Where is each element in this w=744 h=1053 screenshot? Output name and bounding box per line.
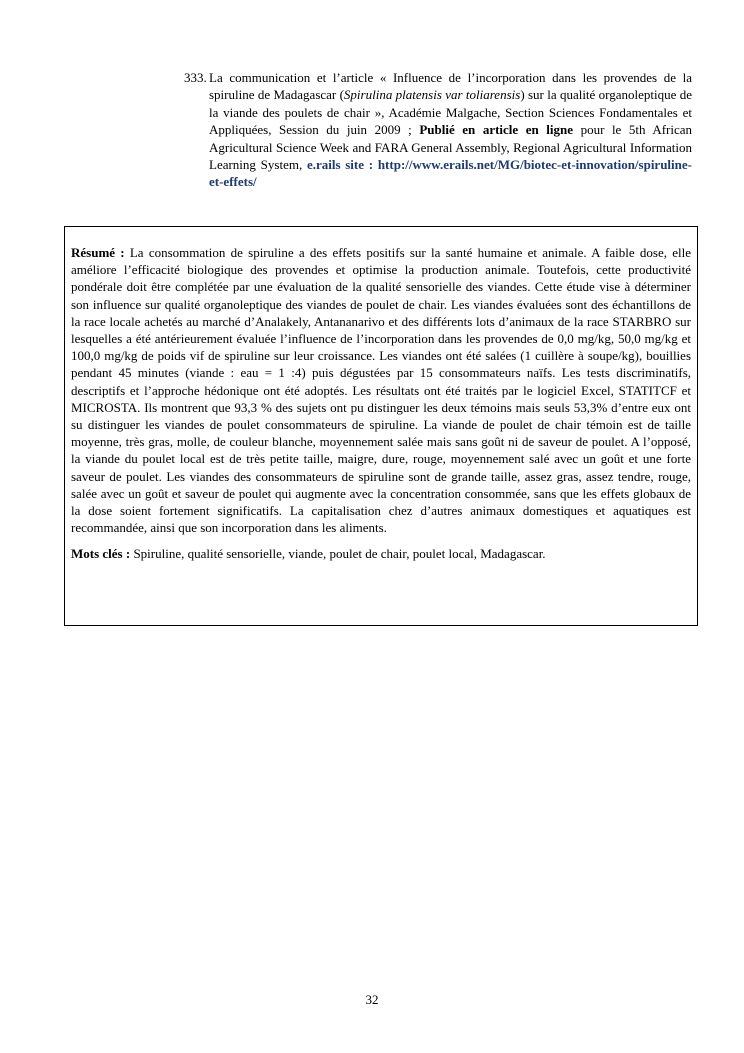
keywords-paragraph [71,545,691,562]
reference-paragraph [184,69,692,191]
reference-species: Spirulina platensis var toliarensis [343,87,521,103]
page-number: 32 [365,992,379,1007]
reference-site-link[interactable]: e.rails site : http://www.erails.net/MG/biotec-et-innovation/spiruline-et-effets/ [209,157,692,190]
reference-intro: La communication et l’article « Influence de l’incorporation dans les provendes de la spiruline de Madagascar ( [209,70,692,103]
reference-published-label: Publié en article en ligne [419,122,574,138]
reference-mid: ) sur la qualité organoleptique de la viande des poulets de chair », Académie Malgache, Section Sciences Fondamentales et Appliquées, Session du juin 2009 ; [209,87,693,138]
abstract-label: Résumé : [71,245,125,260]
abstract-text: La consommation de spiruline a des effets positifs sur la santé humaine et animale. A faible dose, elle améliore l’efficacité biologique des provendes et optimise la production animale. Toutefois, cette productivité pondérale doit être complétée par une évaluation de la qualité sensorielle des viandes. Cette étude vise à déterminer son influence sur qualité organoleptique des viandes de poulet de chair. Les viandes évaluées sont des échantillons de la race locale achetés au marché d’Analakely, Antananarivo et des différents lots d’animaux de la race STARBRO sur lesquelles a été antérieurement évaluée l’influence de l’incorporation dans les provendes de 0,0 mg/kg, 50,0 mg/kg et 100,0 mg/kg de poids vif de spiruline sur leur croissance. Les viandes ont été salées (1 cuillère à soupe/kg), bouillies pendant 45 minutes (viande : eau = 1 :4) puis dégustées par 15 consommateurs naïfs. Les tests discriminatifs, descriptifs et l’approche hédonique ont été adoptés. Les résultats ont été traités par le logiciel Excel, STATITCF et MICROSTA. Ils montrent que 93,3 % des sujets ont pu distinguer les deux témoins mais seuls 53,3% d’entre eux ont su distinguer les viandes de poulet consommateurs de spiruline. La viande de poulet de chair témoin est de taille moyenne, très gras, molle, de couleur blanche, moyennement salée mais sans goût ni de saveur de poulet. A l’opposé, la viande du poulet local est de très petite taille, maigre, dure, rouge, moyennement salé avec un goût et une forte saveur de poulet. Les viandes des consommateurs de spiruline sont de grande taille, assez gras, assez tendre, rouge, salée avec un goût et saveur de poulet qui augmente avec la concentration consommée, sans que les effets globaux de la dose soient fortement significatifs. La capitalisation chez d’autres animaux domestiques et aquatiques est recommandée, ainsi que son incorporation dans les aliments. [71,245,691,536]
reference-after: pour le 5th African Agricultural Science Week and FARA General Assembly, Regional Agricultural Information Learning System, [209,122,693,173]
abstract-box [64,226,698,626]
keywords-label: Mots clés : [71,546,131,562]
reference-number: 333. [184,70,207,85]
abstract-paragraph [71,244,691,536]
keywords-text: Spiruline, qualité sensorielle, viande, poulet de chair, poulet local, Madagascar. [130,546,546,562]
reference-entry [184,69,692,191]
